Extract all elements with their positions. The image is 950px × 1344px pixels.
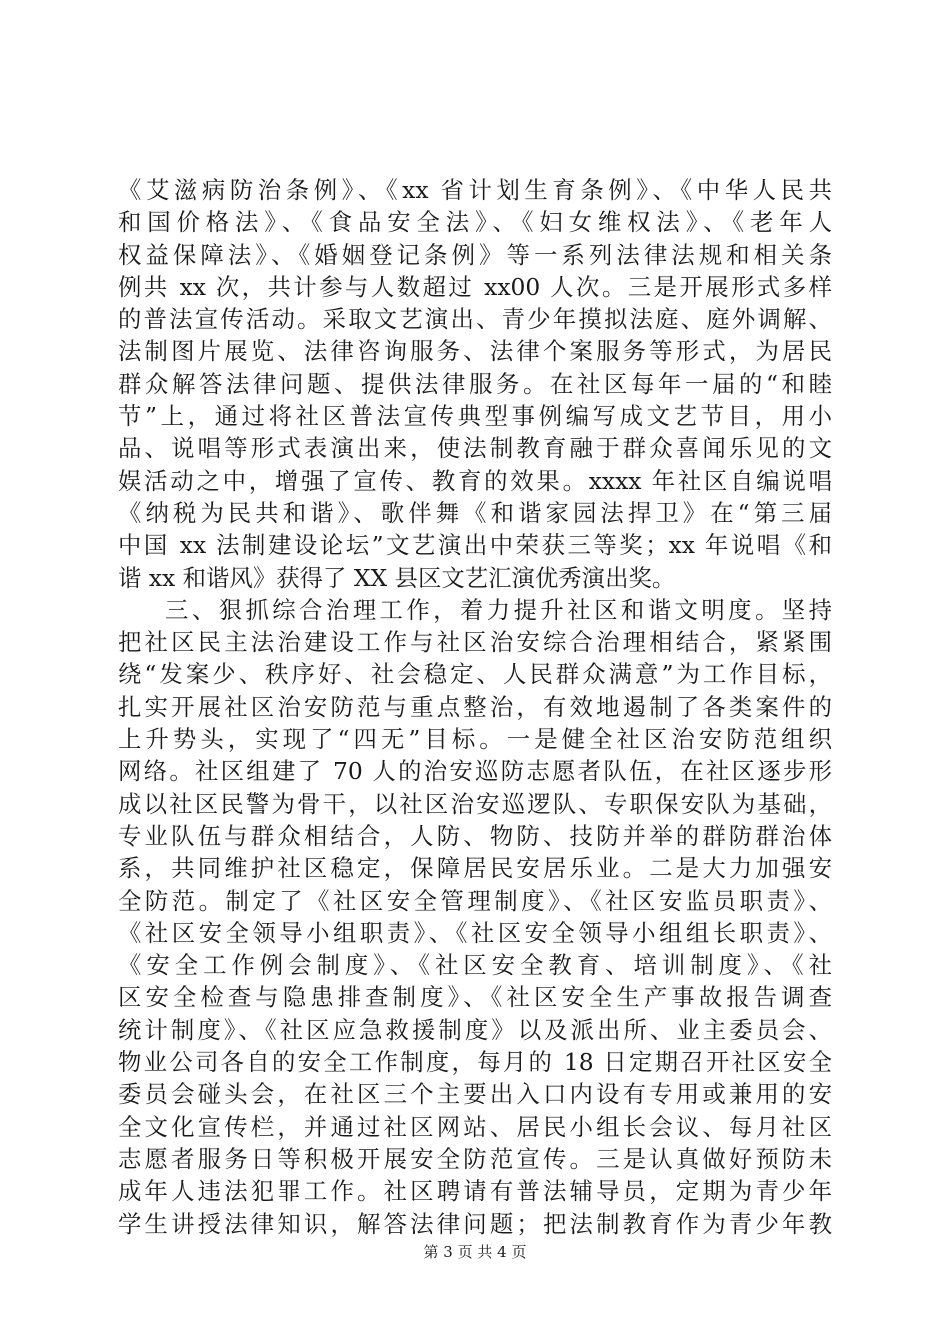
text-line: 系，共同维护社区稳定，保障居民安居乐业。二是大力加强安 [118,854,832,883]
text-line: 绕“发案少、秩序好、社会稳定、人民群众满意”为工作目标， [118,660,832,689]
text-line: 中国 xx 法制建设论坛”文艺演出中荣获三等奖；xx 年说唱《和 [118,531,832,560]
text-line: 《艾滋病防治条例》、《xx 省计划生育条例》、《中华人民共 [118,176,832,204]
text-line: 的普法宣传活动。采取文艺演出、青少年摸拟法庭、庭外调解、 [118,305,832,334]
text-line: 区安全检查与隐患排查制度》、《社区安全生产事故报告调查 [118,983,832,1012]
text-line: 成年人违法犯罪工作。社区聘请有普法辅导员，定期为青少年 [118,1177,832,1206]
text-line: 法制图片展览、法律咨询服务、法律个案服务等形式，为居民 [118,337,832,366]
paragraph-start-line: 三、狠抓综合治理工作，着力提升社区和谐文明度。坚持 [165,595,832,624]
text-line: 物业公司各自的安全工作制度，每月的 18 日定期召开社区安全 [118,1048,832,1077]
text-line: 网络。社区组建了 70 人的治安巡防志愿者队伍，在社区逐步形 [118,757,832,786]
text-line: 群众解答法律问题、提供法律服务。在社区每年一届的“和睦 [118,369,832,398]
page-footer: 第 3 页 共 4 页 [423,1243,527,1261]
text-line: 《社区安全领导小组职责》、《社区安全领导小组组长职责》、 [118,918,832,947]
text-line: 品、说唱等形式表演出来，使法制教育融于群众喜闻乐见的文 [118,434,832,463]
text-line: 和国价格法》、《食品安全法》、《妇女维权法》、《老年人 [118,208,832,237]
text-line: 把社区民主法治建设工作与社区治安综合治理相结合，紧紧围 [118,628,832,657]
text-line: 学生讲授法律知识，解答法律问题；把法制教育作为青少年教 [118,1209,832,1238]
text-line: 志愿者服务日等积极开展安全防范宣传。三是认真做好预防未 [118,1144,832,1173]
paragraph-end-line: 谐 xx 和谐风》获得了 XX 县区文艺汇演优秀演出奖。 [118,563,676,592]
body-text [118,174,832,1240]
text-line: 全防范。制定了《社区安全管理制度》、《社区安监员职责》、 [118,886,832,915]
text-line: 扎实开展社区治安防范与重点整治，有效地遏制了各类案件的 [118,692,832,721]
text-line: 娱活动之中，增强了宣传、教育的效果。xxxx 年社区自编说唱 [118,466,832,495]
text-line: 统计制度》、《社区应急救援制度》以及派出所、业主委员会、 [118,1015,832,1044]
text-line: 权益保障法》、《婚姻登记条例》等一系列法律法规和相关条 [118,240,832,269]
text-line: 《纳税为民共和谐》、歌伴舞《和谐家园法捍卫》在“第三届 [118,498,832,527]
text-line: 例共 xx 次，共计参与人数超过 xx00 人次。三是开展形式多样 [118,272,832,301]
text-line: 全文化宣传栏，并通过社区网站、居民小组长会议、每月社区 [118,1112,832,1141]
text-line: 节”上，通过将社区普法宣传典型事例编写成文艺节目，用小 [118,402,832,431]
text-line: 委员会碰头会，在社区三个主要出入口内设有专用或兼用的安 [118,1080,832,1109]
text-line: 上升势头，实现了“四无”目标。一是健全社区治安防范组织 [118,725,832,754]
text-line: 成以社区民警为骨干，以社区治安巡逻队、专职保安队为基础， [118,789,832,818]
text-line: 专业队伍与群众相结合，人防、物防、技防并举的群防群治体 [118,821,832,850]
text-line: 《安全工作例会制度》、《社区安全教育、培训制度》、《社 [118,951,832,980]
